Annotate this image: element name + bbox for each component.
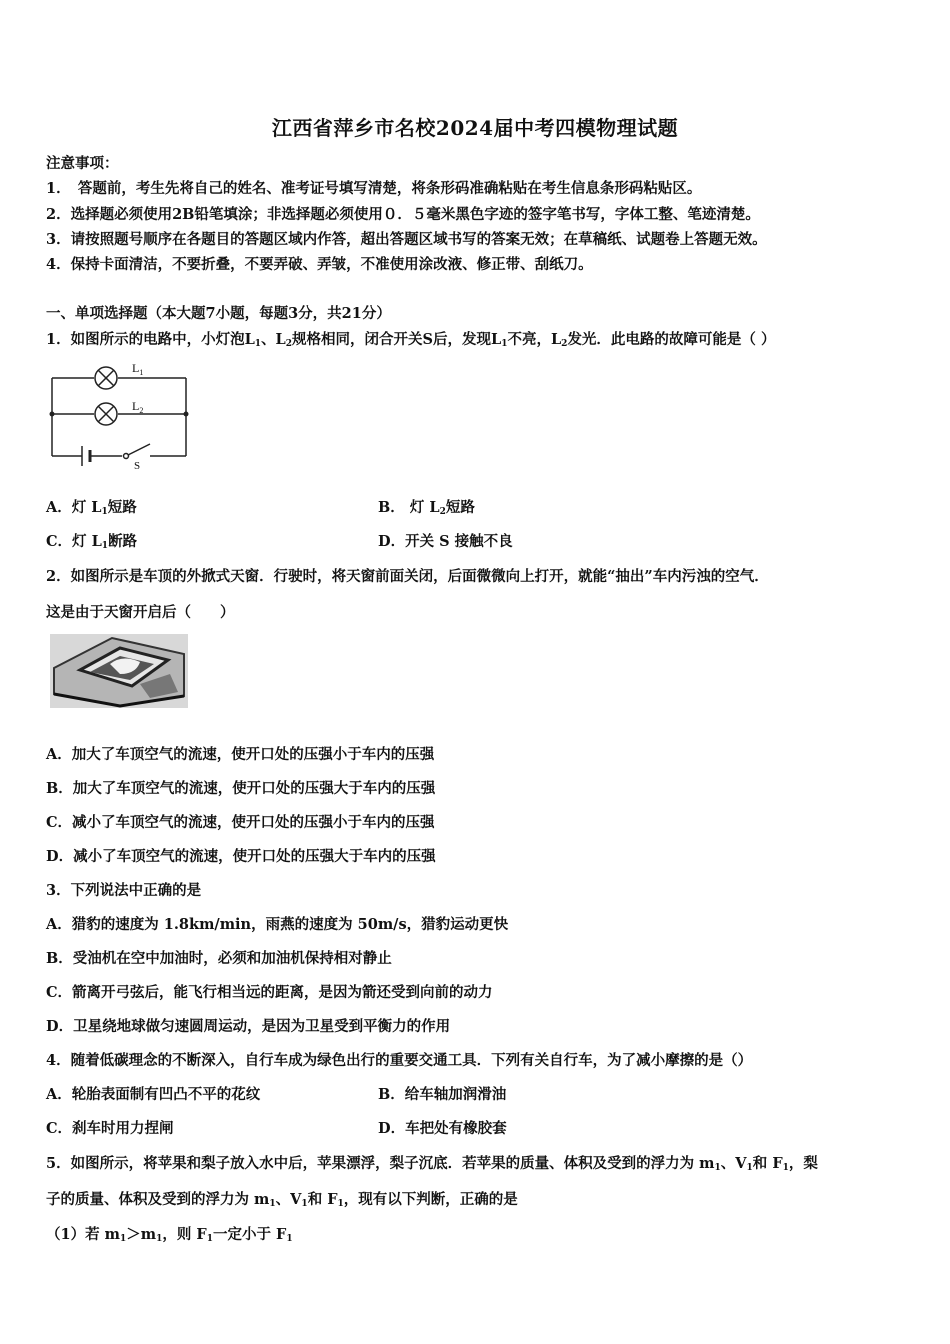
circuit-diagram (46, 358, 196, 470)
section-heading: 一、单项选择题（本大题7小题，每题3分，共21分） (46, 305, 391, 322)
notice-item-2: 2．选择题必须使用2B铅笔填涂；非选择题必须使用０．５毫米黑色字迹的签字笔书写，字体工整、笔迹清楚。 (46, 206, 760, 223)
sunroof-photo (50, 634, 188, 708)
q2-option-d: D．减小了车顶空气的流速，使开口处的压强大于车内的压强 (46, 848, 436, 865)
notice-item-1: 1． 答题前，考生先将自己的姓名、准考证号填写清楚，将条形码准确粘贴在考生信息条形码粘贴区。 (46, 180, 702, 197)
q1-stem: 1．如图所示的电路中，小灯泡$L_1$、$L_2$规格相同，闭合开关S后，发现$L_1$不亮，$L_2$发光．此电路的故障可能是（ ） (46, 331, 776, 349)
q4-option-a: A．轮胎表面制有凹凸不平的花纹 (46, 1086, 261, 1103)
q5-judgement-1: （1）若 $m_1>m_1$，则 $F_1$一定小于 $F_1$ (46, 1226, 293, 1244)
notice-item-4: 4．保持卡面清洁，不要折叠，不要弄破、弄皱，不准使用涂改液、修正带、刮纸刀。 (46, 256, 593, 273)
label-l2: $L_2$ (132, 399, 144, 415)
q2-option-a: A．加大了车顶空气的流速，使开口处的压强小于车内的压强 (46, 746, 435, 763)
q4-option-b: B．给车轴加润滑油 (378, 1086, 507, 1103)
notice-heading: 注意事项： (46, 155, 119, 172)
q2-option-b: B．加大了车顶空气的流速，使开口处的压强大于车内的压强 (46, 780, 436, 797)
q3-option-b: B．受油机在空中加油时，必须和加油机保持相对静止 (46, 950, 392, 967)
label-l1: $L_1$ (132, 361, 144, 377)
q1-option-d: D．开关 S 接触不良 (378, 533, 513, 550)
q1-option-b: B． 灯 $L_2$短路 (378, 499, 475, 517)
q4-stem: 4．随着低碳理念的不断深入，自行车成为绿色出行的重要交通工具．下列有关自行车，为了减小摩擦的是（） (46, 1052, 753, 1069)
q5-stem-line1: 5．如图所示，将苹果和梨子放入水中后，苹果漂浮，梨子沉底．若苹果的质量、体积及受到的浮力为 $m_1$、$V_1$和 $F_1$，梨 (46, 1155, 818, 1173)
q3-option-a: A．猎豹的速度为 1.8km/min，雨燕的速度为 50m/s，猎豹运动更快 (46, 916, 509, 933)
q2-stem-line1: 2．如图所示是车顶的外掀式天窗．行驶时，将天窗前面关闭，后面微微向上打开，就能“抽出”车内污浊的空气． (46, 568, 769, 585)
q5-stem-line2: 子的质量、体积及受到的浮力为 $m_1$、$V_1$和 $F_1$，现有以下判断，正确的是 (46, 1191, 518, 1209)
q4-option-c: C．刹车时用力捏闸 (46, 1120, 174, 1137)
q2-stem-line2: 这是由于天窗开启后（ ） (46, 604, 235, 621)
q3-stem: 3．下列说法中正确的是 (46, 882, 202, 899)
q4-option-d: D．车把处有橡胶套 (378, 1120, 507, 1137)
page-title: 江西省萍乡市名校2024届中考四模物理试题 (271, 116, 679, 140)
q3-option-d: D．卫星绕地球做匀速圆周运动，是因为卫星受到平衡力的作用 (46, 1018, 451, 1035)
label-switch: S (134, 460, 141, 470)
q3-option-c: C．箭离开弓弦后，能飞行相当远的距离，是因为箭还受到向前的动力 (46, 984, 493, 1001)
notice-item-3: 3．请按照题号顺序在各题目的答题区域内作答，超出答题区域书写的答案无效；在草稿纸、试题卷上答题无效。 (46, 231, 767, 248)
q2-option-c: C．减小了车顶空气的流速，使开口处的压强小于车内的压强 (46, 814, 435, 831)
q1-option-a: A．灯 $L_1$短路 (46, 499, 137, 517)
q1-option-c: C．灯 $L_1$断路 (46, 533, 138, 551)
